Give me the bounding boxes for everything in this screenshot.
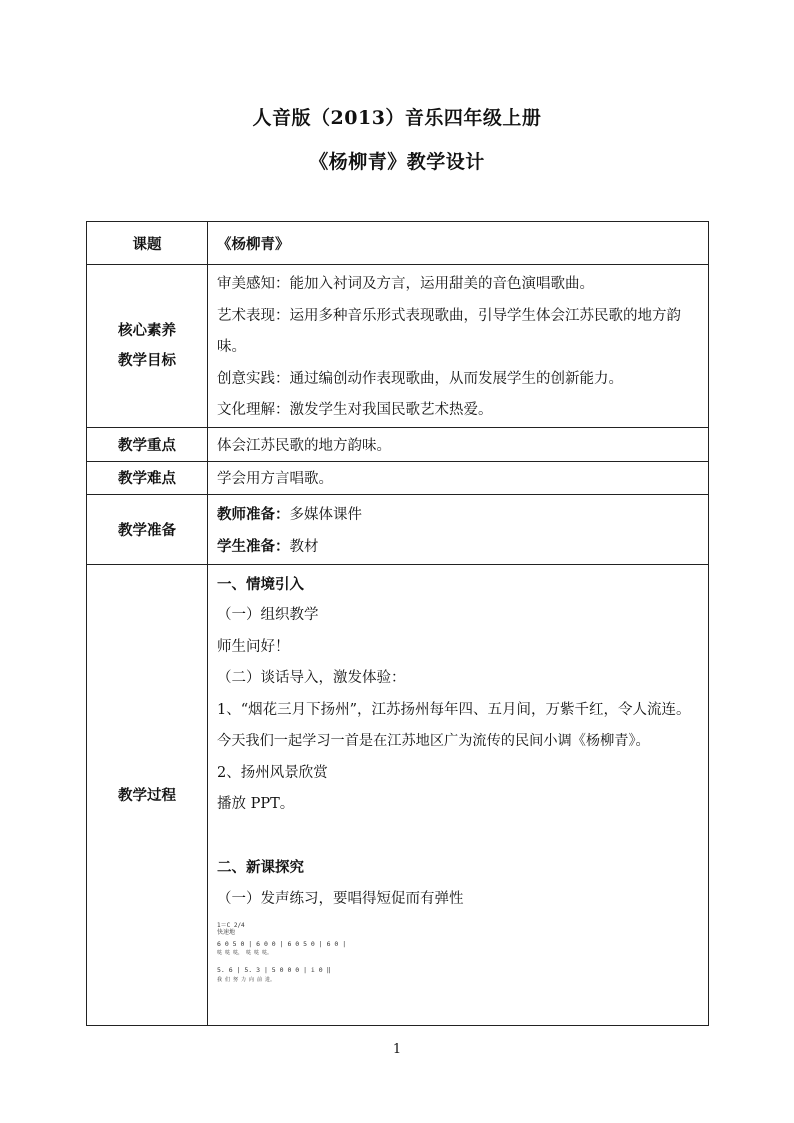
label-objectives-line1: 核心素养 [118, 321, 176, 339]
row-difficulty [87, 461, 709, 494]
lesson-plan-table [86, 221, 709, 1026]
difficulty-value: 学会用方言唱歌。 [217, 471, 333, 487]
score-row2-lyrics: 我 们 努 力 向 前 进。 [217, 977, 276, 983]
objective-expression: 艺术表现：运用多种音乐形式表现歌曲，引导学生体会江苏民歌的地方韵味。 [217, 307, 681, 355]
score-row1-lyrics: 哒 哒 哒， 哒 哒 哒。 [217, 950, 273, 956]
row-topic [87, 222, 709, 265]
teacher-preparation: 教师准备：多媒体课件 [217, 505, 362, 523]
label-difficulty: 教学难点 [87, 461, 208, 494]
objective-creativity: 创意实践：通过编创动作表现歌曲，从而发展学生的创新能力。 [217, 370, 623, 387]
process-greeting: 师生问好！ [217, 638, 290, 655]
row-preparation [87, 494, 709, 564]
key-point-value: 体会江苏民歌的地方韵味。 [217, 437, 391, 454]
row-process [87, 564, 709, 1025]
score-tempo: 快速地 [217, 929, 236, 936]
score-row1-notes: 6 0 5 0 | 6 0 0 | 6 0 5 0 | 6 0 | [217, 940, 347, 948]
vocal-exercise-score [217, 919, 347, 987]
label-process: 教学过程 [87, 564, 208, 1025]
label-topic: 课题 [87, 222, 208, 265]
section-intro-heading: 一、情境引入 [217, 575, 304, 593]
process-lead-in: （二）谈话导入，激发体验： [217, 670, 406, 686]
document-subtitle: 《杨柳青》教学设计 [309, 151, 485, 173]
process-yangzhou-poem: 1、“烟花三月下扬州”，江苏扬州每年四、五月间，万紫千红，令人流连。 [217, 701, 691, 718]
row-key-point [87, 427, 709, 461]
process-vocal-exercise: （一）发声练习，要唱得短促而有弹性 [217, 890, 464, 907]
objective-aesthetic: 审美感知：能加入衬词及方言，运用甜美的音色演唱歌曲。 [217, 276, 594, 292]
page-number: 1 [392, 1042, 402, 1057]
score-row2-notes: 5. 6 | 5. 3 | 5 0 0 0 | i 0 ‖ [217, 966, 331, 974]
row-objectives [87, 265, 709, 428]
label-key-point: 教学重点 [87, 427, 208, 461]
process-organize: （一）组织教学 [217, 607, 319, 623]
label-objectives-line2: 教学目标 [118, 351, 176, 369]
process-play-ppt: 播放 PPT。 [217, 796, 295, 812]
process-song-intro: 今天我们一起学习一首是在江苏地区广为流传的民间小调《杨柳青》。 [217, 733, 650, 749]
score-key: 1＝C 2/4 [217, 922, 245, 929]
document-title: 人音版（2013）音乐四年级上册 [252, 107, 542, 129]
objective-culture: 文化理解：激发学生对我国民歌艺术热爱。 [217, 402, 493, 418]
section-new-lesson-heading: 二、新课探究 [217, 859, 304, 876]
label-preparation: 教学准备 [87, 494, 208, 564]
topic-value: 《杨柳青》 [217, 235, 290, 253]
process-scenery: 2、扬州风景欣赏 [217, 764, 328, 781]
student-preparation: 学生准备：教材 [217, 538, 319, 555]
